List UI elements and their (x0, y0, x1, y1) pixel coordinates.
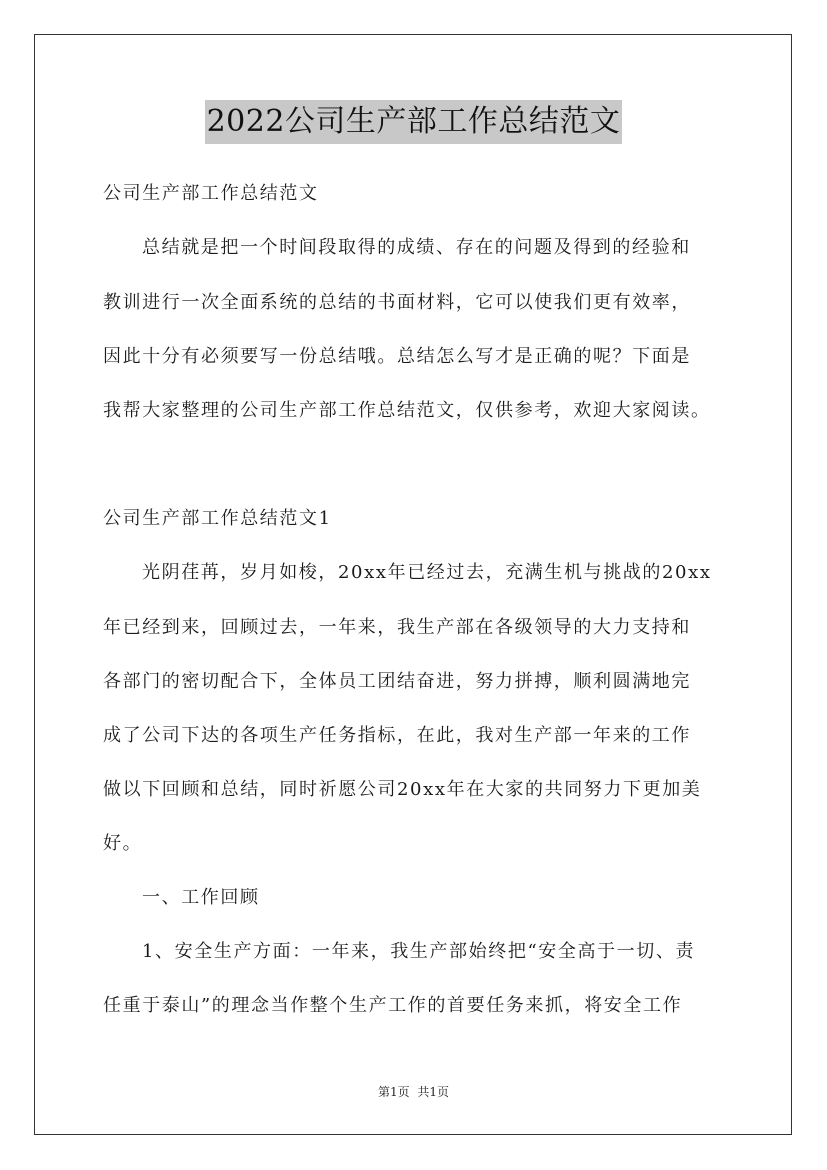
section-line: 成了公司下达的各项生产任务指标，在此，我对生产部一年来的工作 (103, 725, 691, 746)
intro-line: 我帮大家整理的公司生产部工作总结范文，仅供参考，欢迎大家阅读。 (103, 400, 711, 421)
section-line: 各部门的密切配合下，全体员工团结奋进，努力拼搏，顺利圆满地完 (103, 671, 691, 692)
section-line: 好。 (103, 833, 143, 854)
review-heading: 一、工作回顾 (142, 887, 260, 908)
intro-line: 总结就是把一个时间段取得的成绩、存在的问题及得到的经验和 (142, 237, 691, 258)
page-total: 共1页 (417, 1085, 450, 1099)
section-line: 年已经到来，回顾过去，一年来，我生产部在各级领导的大力支持和 (103, 617, 691, 638)
page-number: 第1页 (377, 1085, 410, 1099)
title-wrap (0, 100, 827, 144)
intro-line: 教训进行一次全面系统的总结的书面材料，它可以使我们更有效率， (103, 292, 691, 313)
safety-line: 1、安全生产方面：一年来，我生产部始终把“安全高于一切、责 (142, 941, 696, 962)
safety-line: 任重于泰山”的理念当作整个生产工作的首要任务来抓，将安全工作 (103, 995, 683, 1016)
page-footer (0, 1084, 827, 1100)
document-title: 2022公司生产部工作总结范文 (205, 100, 623, 144)
document-subtitle: 公司生产部工作总结范文 (103, 183, 319, 204)
section-line: 做以下回顾和总结，同时祈愿公司20xx年在大家的共同努力下更加美 (103, 779, 702, 800)
intro-line: 因此十分有必须要写一份总结哦。总结怎么写才是正确的呢？下面是 (103, 346, 691, 367)
section-heading: 公司生产部工作总结范文1 (103, 508, 332, 529)
section-line: 光阴荏苒，岁月如梭，20xx年已经过去，充满生机与挑战的20xx (142, 562, 712, 583)
